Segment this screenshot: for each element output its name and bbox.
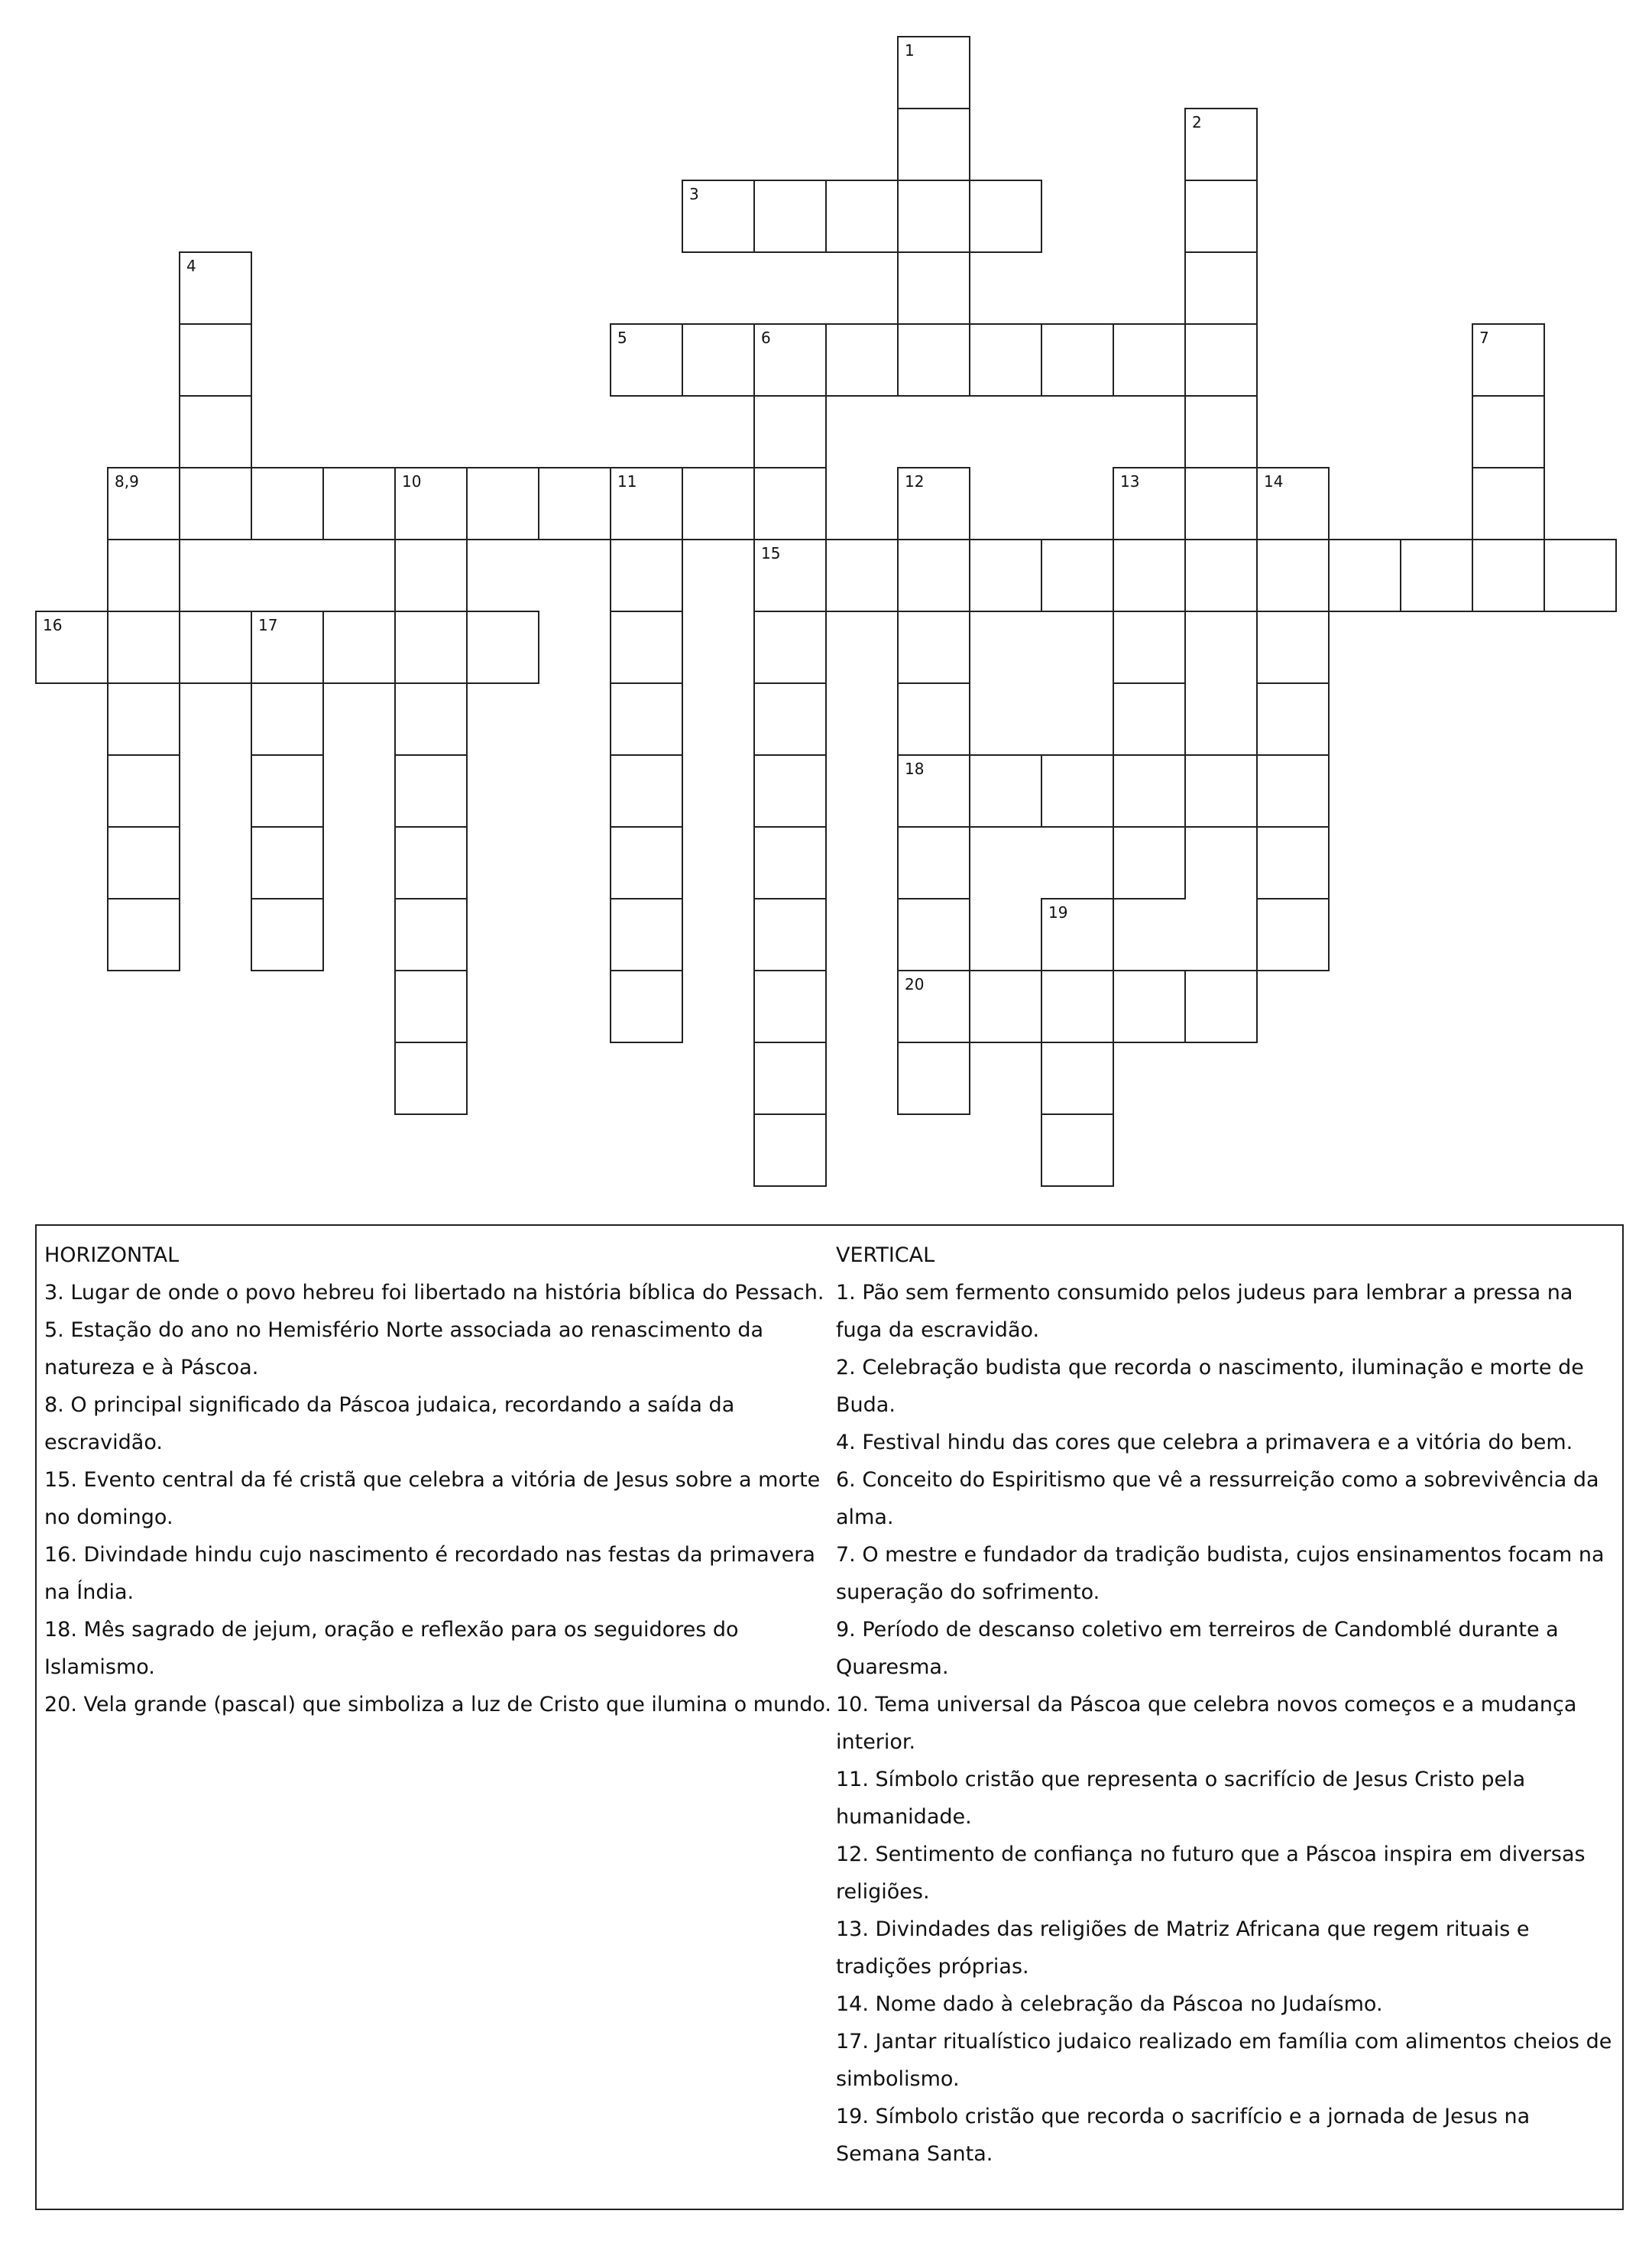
horizontal-clue: 16. Divindade hindu cujo nascimento é recordado nas festas da primavera na Índia. [44, 1543, 815, 1604]
vertical-clue: 13. Divindades das religiões de Matriz Africana que regem rituais e tradições próprias. [836, 1917, 1530, 1979]
crossword-cell[interactable] [1256, 754, 1330, 828]
horizontal-clue: 15. Evento central da fé cristã que celebra a vitória de Jesus sobre a morte no domingo. [44, 1468, 821, 1529]
crossword-cell[interactable] [1472, 539, 1545, 612]
horizontal-clue: 20. Vela grande (pascal) que simboliza a luz de Cristo que ilumina o mundo. [44, 1693, 831, 1716]
crossword-cell[interactable] [179, 323, 252, 397]
crossword-cell[interactable] [1113, 682, 1186, 756]
crossword-cell[interactable] [1472, 467, 1545, 540]
crossword-cell[interactable] [897, 898, 970, 971]
crossword-cell[interactable] [610, 970, 683, 1043]
clue-number: 20 [905, 975, 925, 993]
crossword-cell[interactable] [610, 539, 683, 612]
crossword-cell[interactable] [753, 1042, 827, 1115]
crossword-cell[interactable] [1256, 539, 1330, 612]
crossword-cell[interactable] [897, 539, 970, 612]
crossword-cell[interactable] [1400, 539, 1473, 612]
crossword-cell[interactable] [1113, 970, 1186, 1043]
crossword-cell[interactable] [610, 898, 683, 971]
crossword-cell[interactable] [753, 898, 827, 971]
crossword-cell[interactable] [1113, 754, 1186, 828]
crossword-cell[interactable] [897, 108, 970, 181]
crossword-cell[interactable] [1184, 323, 1258, 397]
crossword-cell[interactable] [107, 682, 180, 756]
crossword-cell[interactable] [682, 467, 755, 540]
crossword-cell[interactable] [394, 754, 468, 828]
crossword-cell[interactable] [107, 611, 180, 684]
crossword-cell[interactable] [753, 395, 827, 468]
clue-number: 15 [761, 544, 781, 562]
crossword-cell[interactable] [897, 970, 970, 1043]
crossword-cell[interactable] [897, 36, 970, 109]
crossword-cell[interactable] [753, 1113, 827, 1187]
crossword-cell[interactable] [107, 754, 180, 828]
crossword-cell[interactable] [1184, 395, 1258, 468]
crossword-cell[interactable] [1328, 539, 1401, 612]
crossword-cell[interactable] [251, 754, 324, 828]
crossword-cell[interactable] [466, 611, 539, 684]
crossword-cell[interactable] [322, 611, 396, 684]
crossword-cell[interactable] [610, 611, 683, 684]
vertical-clue: 6. Conceito do Espiritismo que vê a ressurreição como a sobrevivência da alma. [836, 1468, 1599, 1529]
crossword-cell[interactable] [1113, 467, 1186, 540]
vertical-clue: 11. Símbolo cristão que representa o sacrifício de Jesus Cristo pela humanidade. [836, 1768, 1526, 1829]
crossword-cell[interactable] [1113, 323, 1186, 397]
crossword-cell[interactable] [610, 323, 683, 397]
horizontal-clue: 18. Mês sagrado de jejum, oração e reflexão para os seguidores do Islamismo. [44, 1618, 739, 1679]
crossword-cell[interactable] [897, 611, 970, 684]
vertical-clues [836, 1237, 1619, 2173]
crossword-cell[interactable] [107, 467, 180, 540]
crossword-cell[interactable] [897, 323, 970, 397]
crossword-cell[interactable] [753, 754, 827, 828]
clue-number: 4 [186, 257, 196, 275]
crossword-cell[interactable] [1543, 539, 1617, 612]
horizontal-clue: 5. Estação do ano no Hemisfério Norte associada ao renascimento da natureza e à Páscoa. [44, 1318, 764, 1379]
clues-box [35, 1224, 1624, 2210]
crossword-cell[interactable] [1113, 611, 1186, 684]
vertical-clue: 17. Jantar ritualístico judaico realizado em família com alimentos cheios de simbolismo. [836, 2030, 1612, 2091]
crossword-cell[interactable] [897, 682, 970, 756]
clue-number: 5 [617, 329, 627, 347]
crossword-cell[interactable] [753, 682, 827, 756]
crossword-cell[interactable] [251, 826, 324, 899]
crossword-cell[interactable] [682, 323, 755, 397]
crossword-cell[interactable] [1041, 1042, 1114, 1115]
vertical-clue: 2. Celebração budista que recorda o nascimento, iluminação e morte de Buda. [836, 1356, 1584, 1417]
clue-number: 18 [905, 760, 925, 778]
crossword-cell[interactable] [825, 323, 899, 397]
crossword-cell[interactable] [394, 970, 468, 1043]
crossword-cell[interactable] [1113, 826, 1186, 899]
vertical-clue: 9. Período de descanso coletivo em terreiros de Candomblé durante a Quaresma. [836, 1618, 1559, 1679]
crossword-cell[interactable] [107, 826, 180, 899]
crossword-cell[interactable] [897, 251, 970, 325]
crossword-cell[interactable] [682, 180, 755, 253]
crossword-cell[interactable] [897, 467, 970, 540]
crossword-cell[interactable] [1256, 467, 1330, 540]
crossword-cell[interactable] [825, 539, 899, 612]
crossword-cell[interactable] [1184, 467, 1258, 540]
crossword-cell[interactable] [610, 467, 683, 540]
crossword-cell[interactable] [1113, 539, 1186, 612]
crossword-cell[interactable] [251, 898, 324, 971]
crossword-cell[interactable] [1041, 1113, 1114, 1187]
crossword-cell[interactable] [107, 898, 180, 971]
crossword-cell[interactable] [179, 251, 252, 325]
crossword-cell[interactable] [753, 323, 827, 397]
crossword-cell[interactable] [179, 395, 252, 468]
crossword-cell[interactable] [394, 1042, 468, 1115]
crossword-cell[interactable] [1256, 898, 1330, 971]
crossword-cell[interactable] [969, 323, 1042, 397]
clue-number: 3 [689, 185, 699, 203]
crossword-cell[interactable] [466, 467, 539, 540]
crossword-cell[interactable] [1184, 539, 1258, 612]
crossword-cell[interactable] [322, 467, 396, 540]
vertical-clue: 4. Festival hindu das cores que celebra a primavera e a vitória do bem. [836, 1431, 1573, 1454]
crossword-cell[interactable] [610, 754, 683, 828]
crossword-cell[interactable] [1256, 611, 1330, 684]
crossword-cell[interactable] [538, 467, 611, 540]
crossword-cell[interactable] [753, 611, 827, 684]
clue-number: 14 [1264, 472, 1284, 491]
crossword-cell[interactable] [610, 826, 683, 899]
crossword-cell[interactable] [179, 611, 252, 684]
crossword-cell[interactable] [251, 467, 324, 540]
crossword-cell[interactable] [251, 611, 324, 684]
crossword-cell[interactable] [753, 826, 827, 899]
vertical-clue: 12. Sentimento de confiança no futuro que a Páscoa inspira em diversas religiões. [836, 1843, 1586, 1904]
crossword-cell[interactable] [753, 539, 827, 612]
clue-number: 11 [617, 472, 637, 491]
crossword-cell[interactable] [35, 611, 109, 684]
clue-number: 7 [1479, 329, 1489, 347]
horizontal-clue: 8. O principal significado da Páscoa judaica, recordando a saída da escravidão. [44, 1393, 735, 1454]
vertical-clue: 10. Tema universal da Páscoa que celebra novos começos e a mudança interior. [836, 1693, 1577, 1754]
crossword-cell[interactable] [1472, 395, 1545, 468]
crossword-cell[interactable] [394, 611, 468, 684]
crossword-cell[interactable] [969, 754, 1042, 828]
crossword-cell[interactable] [897, 180, 970, 253]
crossword-cell[interactable] [1256, 826, 1330, 899]
vertical-clue: 7. O mestre e fundador da tradição budista, cujos ensinamentos focam na superação do sofrimento. [836, 1543, 1605, 1604]
crossword-cell[interactable] [1184, 970, 1258, 1043]
clue-number: 1 [905, 41, 915, 60]
crossword-cell[interactable] [1472, 323, 1545, 397]
clue-number: 12 [905, 472, 925, 491]
clue-number: 19 [1048, 903, 1068, 922]
crossword-cell[interactable] [1041, 323, 1114, 397]
crossword-cell[interactable] [1041, 539, 1114, 612]
vertical-heading: VERTICAL [836, 1243, 935, 1267]
crossword-cell[interactable] [969, 180, 1042, 253]
crossword-cell[interactable] [1041, 754, 1114, 828]
clue-number: 8,9 [115, 472, 139, 491]
vertical-clue: 14. Nome dado à celebração da Páscoa no Judaísmo. [836, 1992, 1383, 2016]
crossword-cell[interactable] [753, 970, 827, 1043]
crossword-cell[interactable] [825, 180, 899, 253]
vertical-clue: 1. Pão sem fermento consumido pelos judeus para lembrar a pressa na fuga da escravidão. [836, 1281, 1573, 1342]
crossword-cell[interactable] [1184, 754, 1258, 828]
crossword-cell[interactable] [394, 682, 468, 756]
crossword-cell[interactable] [897, 826, 970, 899]
clue-number: 16 [43, 616, 63, 634]
crossword-cell[interactable] [394, 467, 468, 540]
crossword-cell[interactable] [753, 467, 827, 540]
crossword-cell[interactable] [1256, 682, 1330, 756]
crossword-cell[interactable] [969, 539, 1042, 612]
horizontal-clues [44, 1237, 831, 1723]
crossword-cell[interactable] [1184, 251, 1258, 325]
crossword-cell[interactable] [1041, 970, 1114, 1043]
crossword-cell[interactable] [897, 754, 970, 828]
crossword-cell[interactable] [610, 682, 683, 756]
horizontal-heading: HORIZONTAL [44, 1243, 180, 1267]
crossword-cell[interactable] [107, 539, 180, 612]
clue-number: 2 [1192, 113, 1202, 131]
crossword-cell[interactable] [179, 467, 252, 540]
horizontal-clue-list [44, 1274, 831, 1723]
crossword-cell[interactable] [1184, 180, 1258, 253]
vertical-clue: 19. Símbolo cristão que recorda o sacrifício e a jornada de Jesus na Semana Santa. [836, 2105, 1531, 2166]
crossword-cell[interactable] [394, 826, 468, 899]
clue-number: 17 [258, 616, 278, 634]
clue-number: 10 [402, 472, 422, 491]
crossword-cell[interactable] [394, 539, 468, 612]
clue-number: 6 [761, 329, 771, 347]
crossword-cell[interactable] [753, 180, 827, 253]
clue-number: 13 [1120, 472, 1140, 491]
crossword-cell[interactable] [897, 1042, 970, 1115]
horizontal-clue: 3. Lugar de onde o povo hebreu foi libertado na história bíblica do Pessach. [44, 1281, 824, 1305]
vertical-clue-list [836, 1274, 1619, 2173]
crossword-cell[interactable] [969, 970, 1042, 1043]
crossword-cell[interactable] [251, 682, 324, 756]
crossword-cell[interactable] [1184, 108, 1258, 181]
crossword-cell[interactable] [394, 898, 468, 971]
crossword-cell[interactable] [1041, 898, 1114, 971]
